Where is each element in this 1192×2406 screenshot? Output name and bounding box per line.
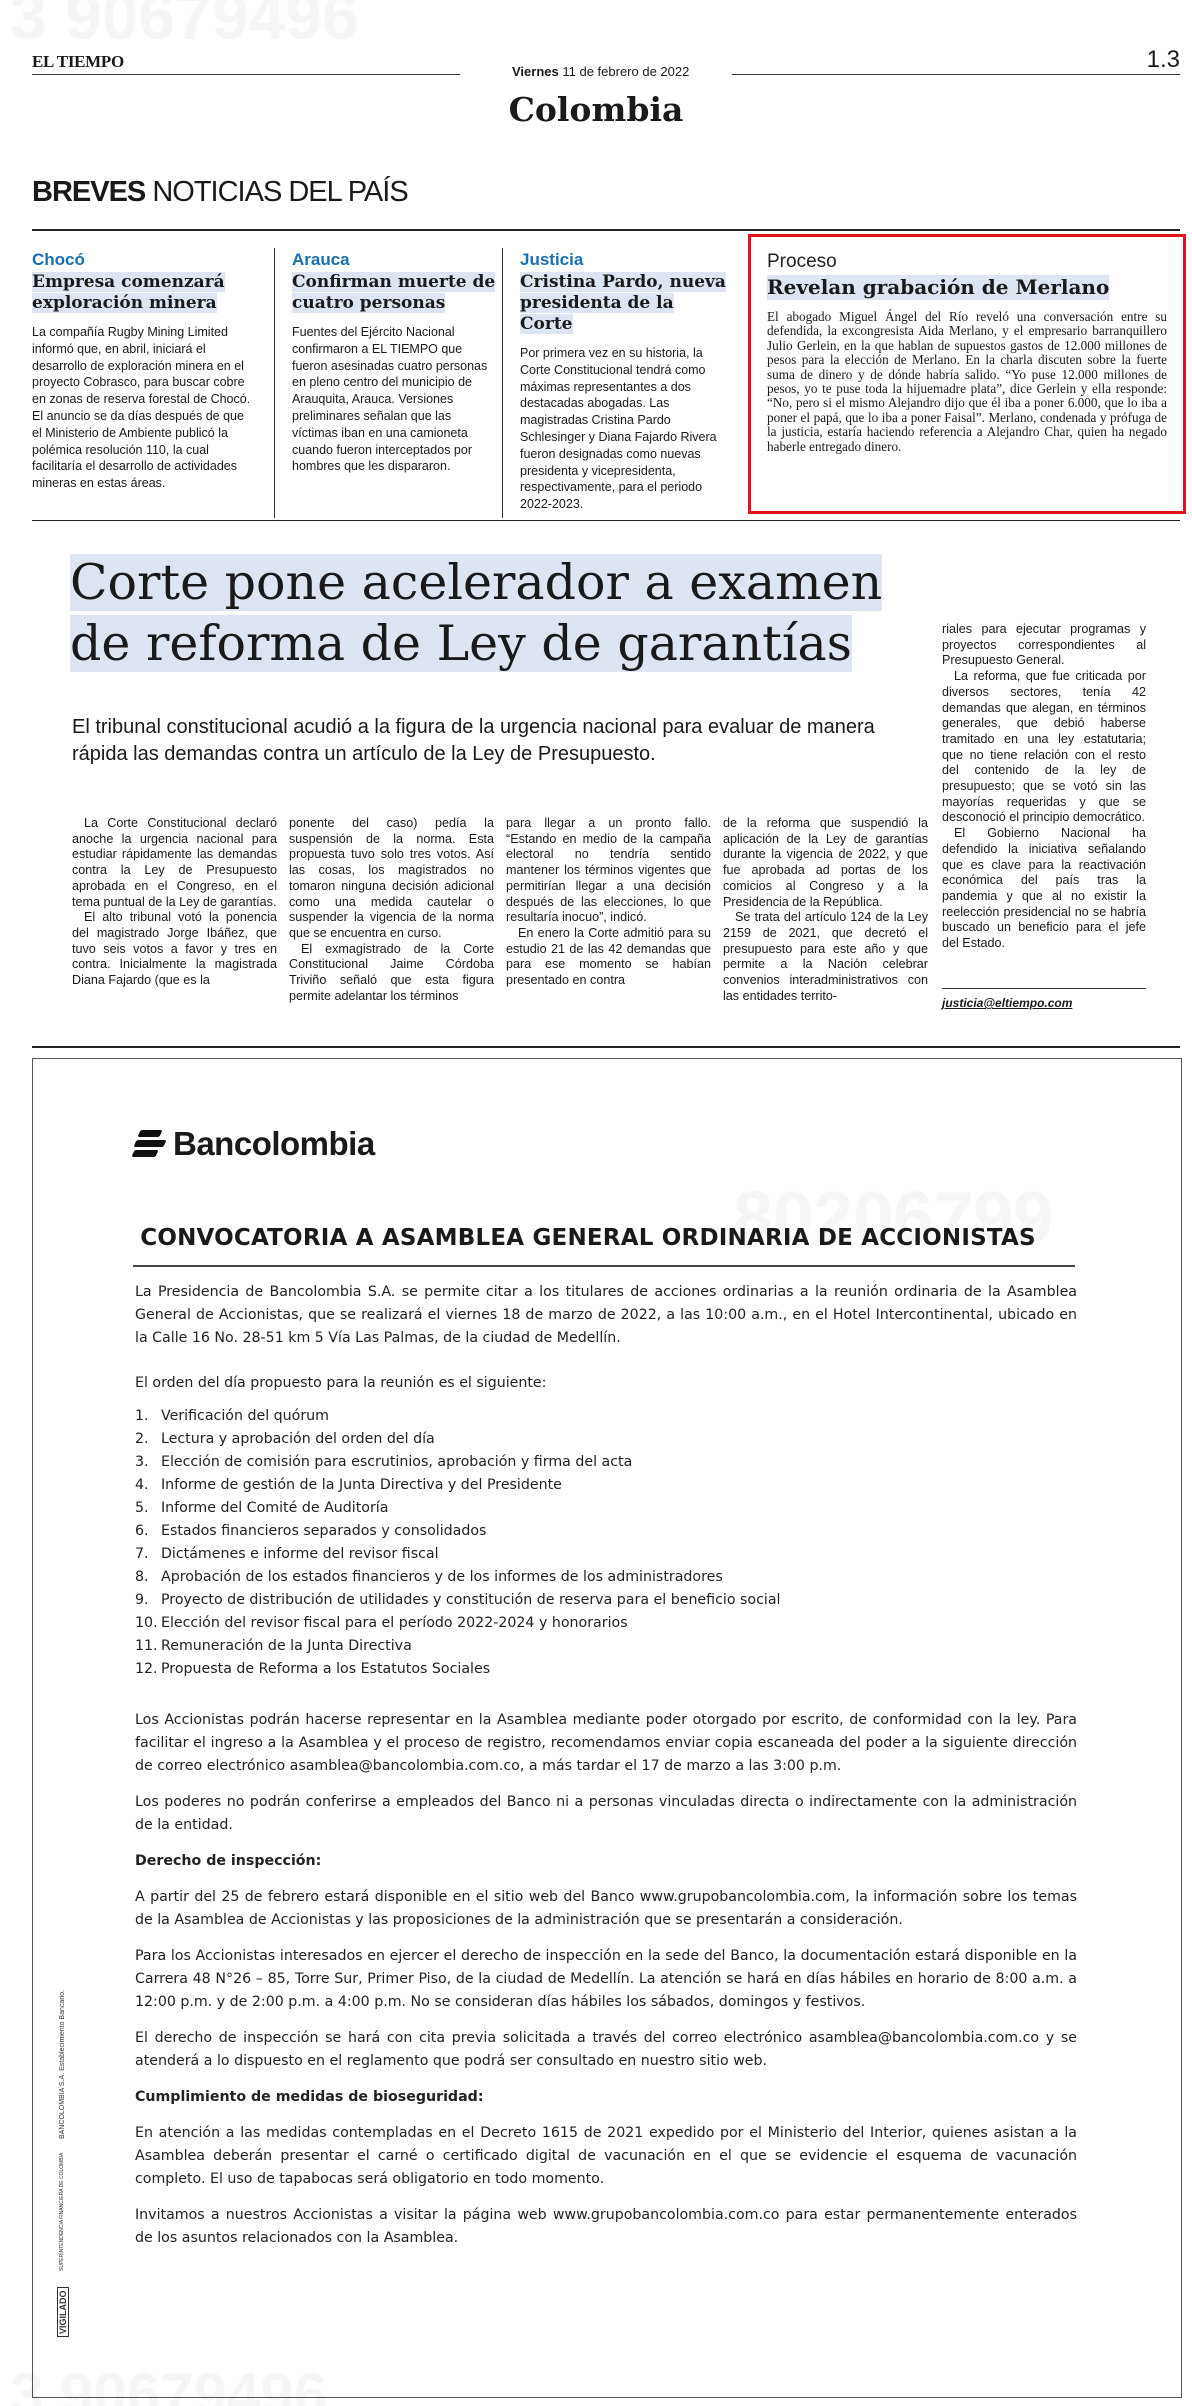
story-paragraph: En enero la Corte admitió para su estudio 21 de las 42 demandas que para ese momento se habían presentado en contra bbox=[506, 925, 711, 988]
ad-inspection-heading: Derecho de inspección: bbox=[135, 1853, 322, 1869]
brief-headline: Empresa comenzará exploración minera bbox=[32, 272, 225, 313]
ad-biosecurity: En atención a las medidas contempladas en el Decreto 1615 de 2021 expedido por el Ministerio del Interior, quienes asistan a la Asamblea deberán presentar el carné o certificado digital de vacunación en el que se evidencie el esquema de vacunación completo. El uso de tapabocas será obligatorio en todo momento. bbox=[135, 2125, 1077, 2187]
ad-invite: Invitamos a nuestros Accionistas a visitar la página web www.grupobancolombia.com.co para estar permanentemente enterados de los asuntos relacionados con la Asamblea. bbox=[135, 2207, 1077, 2246]
agenda-item: 12. Propuesta de Reforma a los Estatutos Sociales bbox=[135, 1661, 491, 1677]
breves-title-light: NOTICIAS DEL PAÍS bbox=[152, 176, 408, 208]
brief-justicia bbox=[520, 250, 732, 513]
ad-inspection-3: El derecho de inspección se hará con cita previa solicitada a través del correo electrónico asamblea@bancolombia.com.co y se atenderá a lo dispuesto en el reglamento que podrá ser consultado en nuestro sitio web. bbox=[135, 2030, 1077, 2069]
story-paragraph: ponente del caso) pedía la suspensión de la norma. Esta propuesta tuvo solo tres votos. Así las cosas, los magistrados no tomaron ninguna decisión adicional como una medida cautelar o suspender la vigencia de la norma que se encuentra en curso. bbox=[289, 816, 494, 940]
regulatory-side-note bbox=[55, 1989, 75, 2339]
story-paragraph: El Gobierno Nacional ha defendido la iniciativa señalando que es clave para la reactivación económica del país tras la pandemia y que al no existir la reelección presidencial no se habría buscado un beneficio para el jefe del Estado. bbox=[942, 826, 1146, 951]
brief-headline: Revelan grabación de Merlano bbox=[767, 275, 1110, 299]
brief-proceso-highlighted bbox=[748, 234, 1186, 514]
story-column-5 bbox=[942, 622, 1146, 952]
bancolombia-logo-icon bbox=[133, 1129, 167, 1159]
ad-body bbox=[135, 1281, 1077, 2250]
agenda-list bbox=[135, 1405, 1077, 1681]
side-note-superintendencia: SUPERINTENDENCIA FINANCIERA DE COLOMBIA bbox=[59, 2152, 65, 2271]
vigilado-badge: VIGILADO bbox=[57, 2287, 69, 2337]
agenda-item: 11. Remuneración de la Junta Directiva bbox=[135, 1638, 412, 1654]
agenda-item: 10. Elección del revisor fiscal para el período 2022-2024 y honorarios bbox=[135, 1615, 628, 1631]
brief-category: Justicia bbox=[520, 250, 584, 269]
issue-date-weekday: Viernes bbox=[512, 64, 559, 79]
issue-date bbox=[512, 64, 689, 79]
brief-headline: Confirman muerte de cuatro personas bbox=[292, 272, 496, 313]
story-paragraph: Se trata del artículo 124 de la Ley 2159 de 2021, que decretó el presupuesto para este año y que permite a la Nación celebrar convenios interadministrativos con las entidades territo- bbox=[723, 910, 928, 1003]
brief-arauca bbox=[292, 250, 500, 475]
brief-headline: Cristina Pardo, nueva presidenta de la Corte bbox=[520, 272, 726, 334]
story-paragraph: La reforma, que fue criticada por diversos sectores, tenía 42 demandas que alegan, en términos generales, que debió haberse tramitado en una ley estatutaria; que no tiene relación con el resto del contenido de la ley de presupuesto; que se votó sin las mayorías requeridas y que se desconoció el principio democrático. bbox=[942, 669, 1146, 825]
story-headline-line2: de reforma de Ley de garantías bbox=[70, 615, 852, 672]
story-column-1 bbox=[72, 816, 277, 989]
breves-title-bold: BREVES bbox=[32, 176, 146, 208]
masthead-rule-right bbox=[732, 74, 1180, 75]
breves-heading bbox=[32, 176, 408, 209]
breves-bottom-rule bbox=[32, 520, 1180, 521]
brief-category: Chocó bbox=[32, 250, 85, 269]
column-divider bbox=[502, 248, 503, 518]
story-headline-line1: Corte pone acelerador a examen bbox=[70, 554, 883, 611]
agenda-item: 3. Elección de comisión para escrutinios, aprobación y firma del acta bbox=[135, 1454, 633, 1470]
story-subhead: El tribunal constitucional acudió a la figura de la urgencia nacional para evaluar de manera rápida las demandas contra un artículo de la Ley de Presupuesto. bbox=[72, 716, 875, 765]
ad-representation: Los Accionistas podrán hacerse representar en la Asamblea mediante poder otorgado por escrito, de conformidad con la ley. Para facilitar el ingreso a la Asamblea y el proceso de registro, recomendamos enviar copia escaneada del poder a la siguiente dirección de correo electrónico asamblea@bancolombia.com.co, a más tardar el 17 de marzo a las 3:00 p.m. bbox=[135, 1712, 1077, 1774]
brief-category: Arauca bbox=[292, 250, 350, 269]
story-paragraph: El alto tribunal votó la ponencia del magistrado Jorge Ibáñez, que tuvo seis votos a favor y tres en contra. Inicialmente la magistrada Diana Fajardo (que es la bbox=[72, 910, 277, 988]
agenda-item: 7. Dictámenes e informe del revisor fiscal bbox=[135, 1546, 439, 1562]
brief-text: El abogado Miguel Ángel del Río reveló una conversación entre su defendida, la excongresista Aida Merlano, y el empresario barranquillero Julio Gerlein, en la que hablan de supuestos gastos de 12.000 millones de pesos para la elección de Merlano. En la charla discuten sobre la fuerte suma de dinero y de dónde habría salido. “Yo puse 12.000 millones de pesos, yo te puse toda la hijuemadre plata”, dice Gerlein y ella responde: “No, pero si el mismo Alejandro dijo que él iba a poner 6.000, que lo iba a poner el papá, que lo iba a poner Faisal”. Merlano, condenada y prófuga de la justicia, estaría haciendo referencia a Alejandro Char, quien ha negado haberle entregado dinero. bbox=[767, 309, 1167, 454]
story-column-3 bbox=[506, 816, 711, 989]
agenda-intro: El orden del día propuesto para la reunión es el siguiente: bbox=[135, 1375, 547, 1391]
ad-inspection-1: A partir del 25 de febrero estará disponible en el sitio web del Banco www.grupobancolombia.com, la información sobre los temas de la Asamblea de Accionistas y las proposiciones de la administración que se presentarán a consideración. bbox=[135, 1889, 1077, 1928]
story-paragraph: para llegar a un pronto fallo. “Estando en medio de la campaña electoral no tendría sentido mantener los términos vigentes que permitirían llegar a una decisión después de las elecciones, lo que resultaría inocuo”, indicó. bbox=[506, 816, 711, 925]
bancolombia-ad bbox=[32, 1058, 1182, 2398]
story-paragraph: riales para ejecutar programas y proyectos correspondientes al Presupuesto General. bbox=[942, 622, 1146, 668]
agenda-item: 8. Aprobación de los estados financieros y de los informes de los administradores bbox=[135, 1569, 723, 1585]
story-paragraph: de la reforma que suspendió la aplicación de la Ley de garantías durante la vigencia de 2022, y que fue aprobada ad portas de los comicios al Congreso y a la Presidencia de la República. bbox=[723, 816, 928, 909]
story-paragraph: La Corte Constitucional declaró anoche la urgencia nacional para estudiar rápidamente las demandas contra la Ley de Presupuesto aprobada en el Congreso, en el tema puntual de la Ley de garantías. bbox=[72, 816, 277, 909]
masthead-rule-left bbox=[32, 74, 460, 75]
ad-inspection-2: Para los Accionistas interesados en ejercer el derecho de inspección en la sede del Banco, la documentación estará disponible en la Carrera 48 N°26 – 85, Torre Sur, Primer Piso, de la ciudad de Medellín. La atención se hará en días hábiles en horario de 8:00 a.m. a 12:00 p.m. y de 2:00 p.m. a 4:00 p.m. No se consideran días hábiles los sábados, domingos y festivos. bbox=[135, 1948, 1077, 2010]
watermark-bottom bbox=[10, 2360, 327, 2406]
agenda-item: 2. Lectura y aprobación del orden del día bbox=[135, 1431, 435, 1447]
story-bottom-rule bbox=[32, 1046, 1180, 1048]
agenda-item: 5. Informe del Comité de Auditoría bbox=[135, 1500, 389, 1516]
author-email-link[interactable]: justicia@eltiempo.com bbox=[942, 996, 1073, 1010]
logo-text: Bancolombia bbox=[173, 1125, 375, 1162]
brief-text: Por primera vez en su historia, la Corte Constitucional tendrá como máximas representantes a dos destacadas abogadas. Las magistradas Cristina Pardo Schlesinger y Diana Fajardo Rivera fueron designadas como nuevas presidenta y vicepresidenta, respectivamente, para el periodo 2022-2023. bbox=[520, 346, 717, 512]
breves-rule bbox=[32, 229, 1180, 231]
agenda-item: 9. Proyecto de distribución de utilidades y constitución de reserva para el beneficio social bbox=[135, 1592, 781, 1608]
agenda-item: 4. Informe de gestión de la Junta Directiva y del Presidente bbox=[135, 1477, 562, 1493]
column-divider bbox=[274, 248, 275, 518]
ad-powers: Los poderes no podrán conferirse a empleados del Banco ni a personas vinculadas directa o indirectamente con la administración de la entidad. bbox=[135, 1794, 1077, 1833]
ad-title-rule bbox=[133, 1265, 1075, 1267]
story-headline bbox=[70, 552, 910, 674]
brief-text: Fuentes del Ejército Nacional confirmaron a EL TIEMPO que fueron asesinadas cuatro personas en pleno centro del municipio de Arauquita, Arauca. Versiones preliminares señalan que las víctimas iban en una camioneta cuando fueron interceptados por hombres que les dispararon. bbox=[292, 325, 488, 474]
page-number: 1.3 bbox=[1146, 46, 1180, 73]
section-title: Colombia bbox=[508, 90, 684, 129]
masthead bbox=[32, 46, 1180, 86]
issue-date-rest: 11 de febrero de 2022 bbox=[562, 64, 690, 79]
agenda-item: 1. Verificación del quórum bbox=[135, 1408, 329, 1424]
brief-choco bbox=[32, 250, 254, 492]
ad-biosecurity-heading: Cumplimiento de medidas de bioseguridad: bbox=[135, 2089, 484, 2105]
bancolombia-logo bbox=[133, 1125, 375, 1163]
brief-category: Proceso bbox=[767, 251, 837, 272]
agenda-item: 6. Estados financieros separados y consolidados bbox=[135, 1523, 487, 1539]
brief-text: La compañía Rugby Mining Limited informó que, en abril, iniciará el desarrollo de exploración minera en el proyecto Cobrasco, para buscar cobre en zonas de reserva forestal de Chocó. El anuncio se da días después de que el Ministerio de Ambiente publicó la polémica resolución 110, la cual facilitaría el desarrollo de actividades mineras en estas áreas. bbox=[32, 325, 251, 491]
side-note-bank: BANCOLOMBIA S.A. Establecimiento Bancario. bbox=[59, 1989, 66, 2139]
email-rule bbox=[942, 988, 1146, 989]
ad-intro: La Presidencia de Bancolombia S.A. se permite citar a los titulares de acciones ordinarias a la reunión ordinaria de la Asamblea General de Accionistas, que se realizará el viernes 18 de marzo de 2022, a las 10:00 a.m., en el Hotel Intercontinental, ubicado en la Calle 16 No. 28-51 km 5 Vía Las Palmas, de la ciudad de Medellín. bbox=[135, 1284, 1077, 1346]
ad-title: CONVOCATORIA A ASAMBLEA GENERAL ORDINARIA DE ACCIONISTAS bbox=[140, 1225, 1036, 1251]
newspaper-brand: EL TIEMPO bbox=[32, 52, 124, 71]
story-column-4 bbox=[723, 816, 928, 1004]
story-column-2 bbox=[289, 816, 494, 1004]
story-paragraph: El exmagistrado de la Corte Constitucional Jaime Córdoba Triviño señaló que esta figura permite adelantar los términos bbox=[289, 941, 494, 1003]
